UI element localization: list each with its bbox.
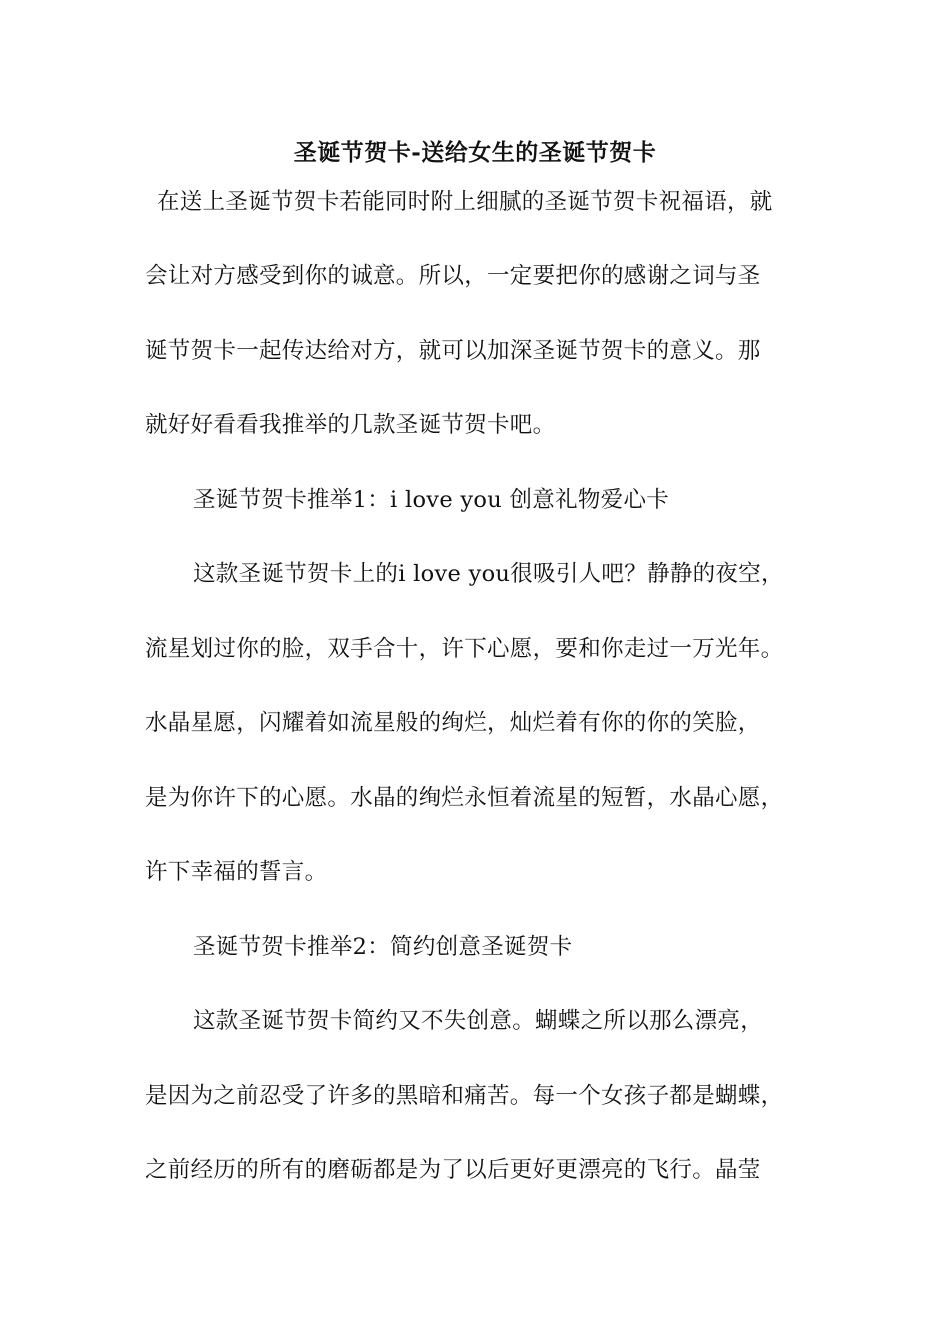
paragraph-line: 这款圣诞节贺卡上的i love you很吸引人吧？静静的夜空， xyxy=(193,561,784,587)
paragraph-line: 诞节贺卡一起传达给对方，就可以加深圣诞节贺卡的意义。那 xyxy=(145,338,761,364)
paragraph-line: 许下幸福的誓言。 xyxy=(145,859,328,885)
paragraph-line: 在送上圣诞节贺卡若能同时附上细腻的圣诞节贺卡祝福语，就 xyxy=(157,189,773,215)
paragraph-line: 这款圣诞节贺卡简约又不失创意。蝴蝶之所以那么漂亮， xyxy=(193,1008,764,1034)
section-heading: 圣诞节贺卡推举2：简约创意圣诞贺卡 xyxy=(193,934,573,960)
section-heading: 圣诞节贺卡推举1：i love you 创意礼物爱心卡 xyxy=(193,487,670,513)
paragraph-line: 流星划过你的脸，双手合十，许下心愿，要和你走过一万光年。 xyxy=(145,636,784,662)
paragraph-line: 之前经历的所有的磨砺都是为了以后更好更漂亮的飞行。晶莹 xyxy=(145,1157,761,1183)
paragraph-line: 是为你许下的心愿。水晶的绚烂永恒着流星的短暂，水晶心愿， xyxy=(145,785,784,811)
paragraph-line: 会让对方感受到你的诚意。所以，一定要把你的感谢之词与圣 xyxy=(145,263,761,289)
paragraph-line: 就好好看看我推举的几款圣诞节贺卡吧。 xyxy=(145,412,556,438)
document-title: 圣诞节贺卡-送给女生的圣诞节贺卡 xyxy=(293,139,657,166)
paragraph-line: 水晶星愿，闪耀着如流星般的绚烂，灿烂着有你的你的笑脸， xyxy=(145,710,761,736)
paragraph-line: 是因为之前忍受了许多的黑暗和痛苦。每一个女孩子都是蝴蝶， xyxy=(145,1083,784,1109)
